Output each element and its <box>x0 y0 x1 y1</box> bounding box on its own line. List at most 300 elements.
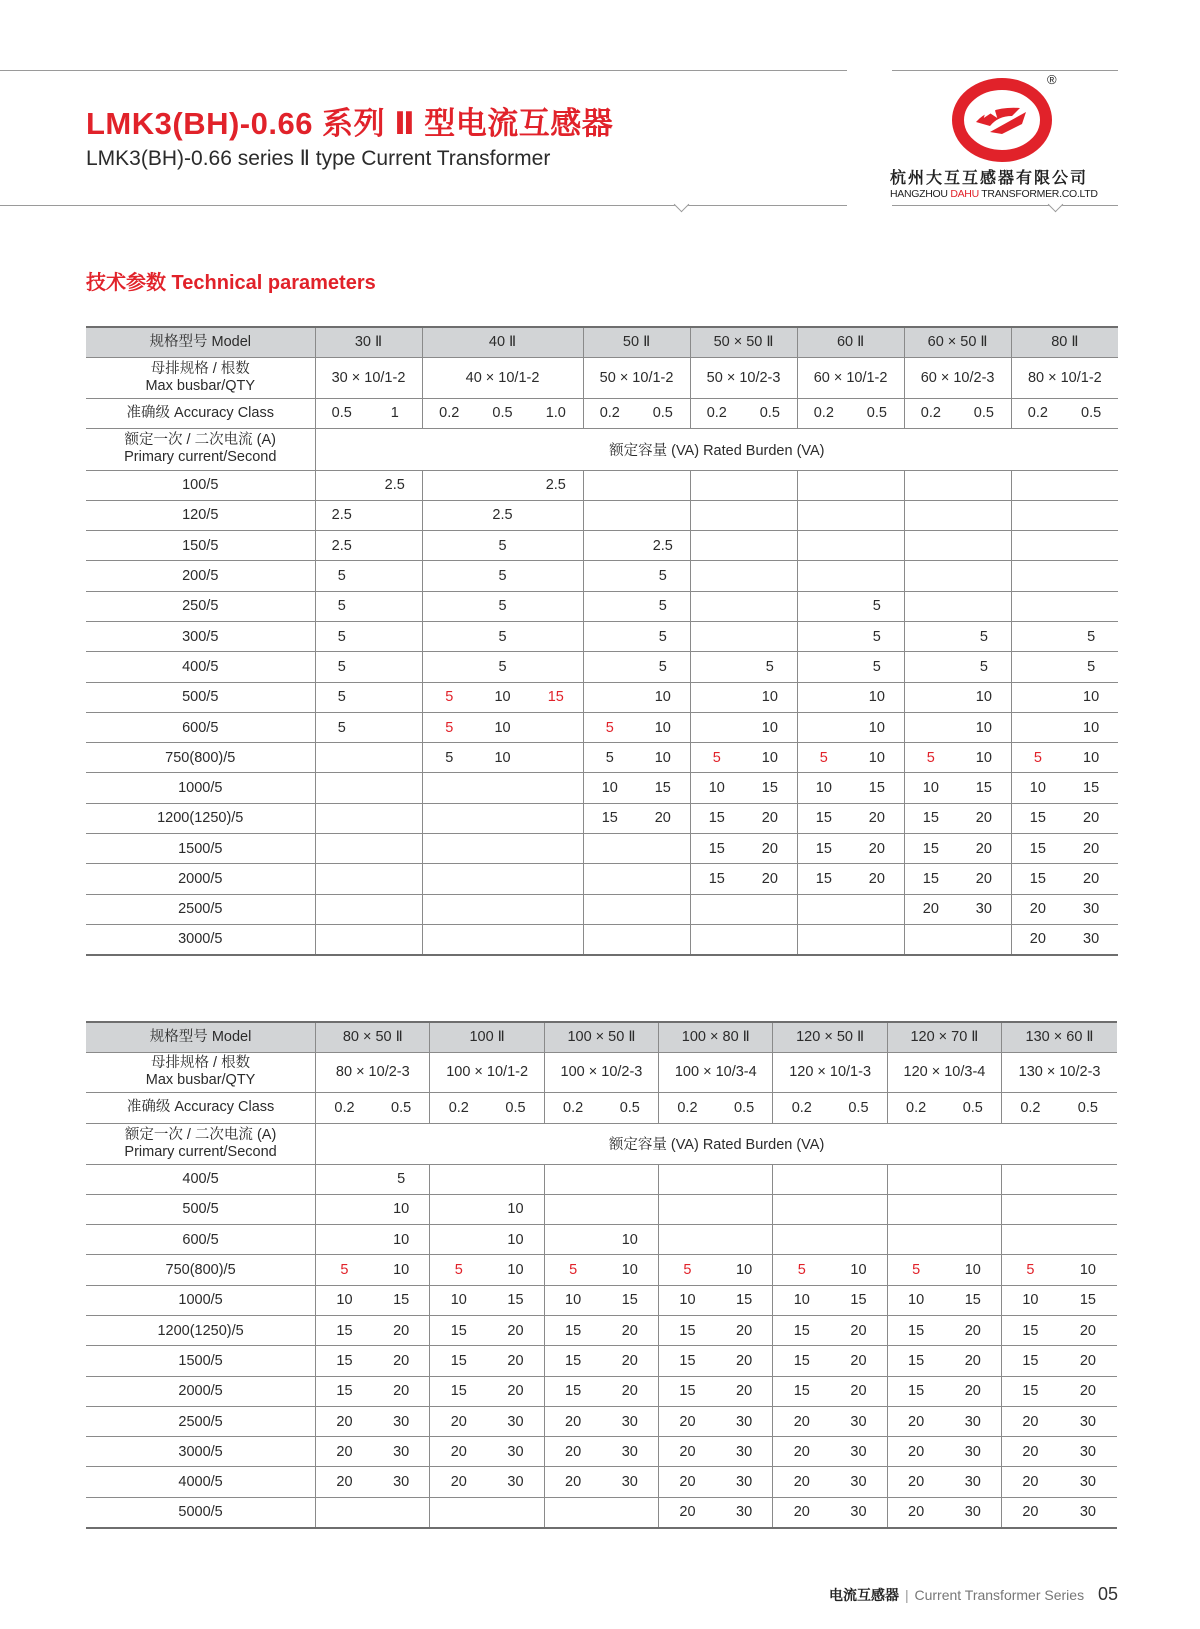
busbar-value: 30 × 10/1-2 <box>315 357 422 398</box>
burden-value <box>529 712 583 742</box>
burden-value <box>1002 1225 1059 1255</box>
burden-value: 30 <box>393 1474 410 1491</box>
burden-value: 15 <box>316 1376 373 1406</box>
burden-value: 20 <box>316 1406 373 1436</box>
current-value: 200/5 <box>182 568 219 585</box>
busbar-row <box>86 1052 1117 1092</box>
burden-value <box>904 682 957 712</box>
burden-value: 10 <box>654 749 671 766</box>
burden-value: 10 <box>494 689 511 706</box>
burden-value: 5 <box>658 568 667 585</box>
accuracy-class: 0.2 <box>583 398 636 428</box>
table-row <box>86 1467 1117 1497</box>
burden-value <box>529 773 583 803</box>
busbar-label-cn: 母排规格 / 根数 <box>151 1055 251 1071</box>
current-value: 2000/5 <box>178 1383 223 1400</box>
burden-value <box>430 1225 487 1255</box>
burden-value <box>529 591 583 621</box>
burden-value: 20 <box>507 1383 524 1400</box>
burden-value: 15 <box>773 1315 830 1345</box>
burden-value <box>636 864 690 894</box>
accuracy-class: 0.5 <box>391 1099 412 1116</box>
burden-value <box>743 621 797 651</box>
current-value: 500/5 <box>182 1201 219 1218</box>
burden-value <box>368 834 422 864</box>
burden-value: 30 <box>964 1443 981 1460</box>
burden-value <box>944 1225 1001 1255</box>
burden-value <box>476 834 529 864</box>
current-value: 1200(1250)/5 <box>157 1322 244 1339</box>
footer-series-en: Current Transformer Series <box>914 1587 1085 1603</box>
table-row <box>86 1315 1117 1345</box>
burden-value <box>529 500 583 530</box>
burden-value <box>690 682 743 712</box>
burden-value: 10 <box>507 1262 524 1279</box>
burden-value <box>583 652 636 682</box>
burden-value: 15 <box>621 1292 638 1309</box>
burden-value <box>797 652 850 682</box>
table-row <box>86 621 1118 651</box>
burden-value <box>583 834 636 864</box>
burden-value: 10 <box>393 1201 410 1218</box>
burden-value <box>583 531 636 561</box>
busbar-label <box>86 1052 316 1092</box>
burden-value <box>797 894 850 924</box>
burden-value: 20 <box>654 810 671 827</box>
burden-value: 5 <box>422 712 476 742</box>
burden-value <box>830 1194 887 1224</box>
current-value: 2500/5 <box>178 901 223 918</box>
model-row <box>86 327 1118 357</box>
burden-value: 20 <box>975 871 992 887</box>
burden-value <box>315 864 368 894</box>
burden-value: 10 <box>975 719 992 736</box>
burden-value <box>476 924 529 954</box>
burden-value <box>544 1194 601 1224</box>
burden-value <box>476 894 529 924</box>
burden-value <box>957 591 1011 621</box>
burden-value <box>316 1164 373 1194</box>
burden-value: 20 <box>1083 840 1100 857</box>
busbar-value: 50 × 10/2-3 <box>690 357 797 398</box>
burden-value <box>773 1225 830 1255</box>
burden-value: 20 <box>975 840 992 857</box>
burden-value <box>487 1164 544 1194</box>
burden-value <box>544 1225 601 1255</box>
accuracy-class: 0.2 <box>773 1092 830 1123</box>
accuracy-class: 0.2 <box>1011 398 1064 428</box>
burden-value: 20 <box>621 1352 638 1369</box>
burden-value: 10 <box>1002 1285 1059 1315</box>
burden-value <box>636 834 690 864</box>
burden-value <box>422 561 476 591</box>
burden-value <box>422 652 476 682</box>
burden-value: 20 <box>1083 871 1100 887</box>
current-value: 400/5 <box>182 1171 219 1188</box>
burden-value <box>690 712 743 742</box>
burden-value <box>583 894 636 924</box>
burden-value <box>422 924 476 954</box>
burden-value <box>659 1225 716 1255</box>
table-row <box>86 834 1118 864</box>
burden-value <box>850 894 904 924</box>
current-label-cn: 额定一次 / 二次电流 (A) <box>124 432 276 448</box>
burden-value: 15 <box>544 1346 601 1376</box>
table-row <box>86 803 1118 833</box>
burden-value: 20 <box>507 1322 524 1339</box>
burden-value: 10 <box>621 1262 638 1279</box>
burden-value <box>529 652 583 682</box>
burden-value: 15 <box>975 780 992 797</box>
burden-value <box>690 591 743 621</box>
accuracy-class: 0.2 <box>1002 1092 1059 1123</box>
burden-value: 5 <box>498 628 507 645</box>
table-row <box>86 924 1118 954</box>
burden-value <box>743 561 797 591</box>
burden-value <box>636 924 690 954</box>
burden-value: 20 <box>975 810 992 827</box>
burden-value <box>1011 621 1064 651</box>
burden-value: 5 <box>658 598 667 615</box>
footer-separator: | <box>904 1587 909 1603</box>
burden-value: 30 <box>1079 1504 1096 1521</box>
burden-value: 5 <box>797 743 850 773</box>
current-label-cn: 额定一次 / 二次电流 (A) <box>124 1126 277 1143</box>
accuracy-class: 0.5 <box>1081 405 1102 421</box>
burden-value <box>368 864 422 894</box>
burden-value <box>422 621 476 651</box>
current-value: 3000/5 <box>178 931 223 948</box>
burden-value: 20 <box>964 1383 981 1400</box>
burden-value: 20 <box>887 1406 944 1436</box>
accuracy-class: 1 <box>390 405 399 421</box>
burden-value: 10 <box>583 773 636 803</box>
burden-value <box>1011 470 1064 500</box>
burden-value <box>368 773 422 803</box>
burden-value: 2.5 <box>652 537 673 554</box>
accuracy-class: 0.5 <box>492 405 513 421</box>
burden-header-row <box>86 428 1118 470</box>
burden-value: 20 <box>887 1497 944 1527</box>
burden-value <box>904 712 957 742</box>
burden-value <box>690 531 743 561</box>
burden-value: 20 <box>868 840 885 857</box>
burden-value: 30 <box>850 1443 867 1460</box>
burden-value: 20 <box>964 1352 981 1369</box>
model-name: 30 Ⅱ <box>315 327 422 357</box>
burden-value <box>904 591 957 621</box>
table-row <box>86 470 1118 500</box>
burden-value <box>487 1497 544 1527</box>
burden-value <box>316 1225 373 1255</box>
burden-value <box>1064 500 1118 530</box>
burden-value: 5 <box>1087 658 1096 675</box>
burden-value: 15 <box>964 1292 981 1309</box>
burden-value <box>529 743 583 773</box>
burden-value <box>797 712 850 742</box>
current-label <box>86 1123 316 1164</box>
burden-value: 10 <box>654 719 671 736</box>
burden-value <box>544 1497 601 1527</box>
page-title-en: LMK3(BH)-0.66 series Ⅱ type Current Transformer <box>86 147 551 170</box>
burden-value: 20 <box>887 1437 944 1467</box>
burden-value: 20 <box>904 894 957 924</box>
table-row <box>86 1346 1117 1376</box>
model-name: 50 × 50 Ⅱ <box>690 327 797 357</box>
burden-value <box>544 1164 601 1194</box>
burden-value <box>476 470 529 500</box>
burden-value: 15 <box>1011 803 1064 833</box>
burden-value <box>583 924 636 954</box>
busbar-label-cn: 母排规格 / 根数 <box>150 360 250 377</box>
burden-value: 20 <box>868 810 885 827</box>
burden-value: 10 <box>1011 773 1064 803</box>
burden-value <box>315 773 368 803</box>
burden-value <box>690 652 743 682</box>
burden-value <box>430 1497 487 1527</box>
burden-value: 20 <box>736 1322 753 1339</box>
burden-value: 15 <box>797 834 850 864</box>
section-title: 技术参数 Technical parameters <box>86 272 376 294</box>
burden-value <box>422 591 476 621</box>
burden-value: 20 <box>736 1352 753 1369</box>
burden-value <box>904 652 957 682</box>
burden-value: 5 <box>316 1255 373 1285</box>
burden-value: 5 <box>872 658 881 675</box>
burden-value: 10 <box>868 719 885 736</box>
burden-value <box>430 1194 487 1224</box>
burden-value <box>690 500 743 530</box>
current-value: 300/5 <box>182 628 219 645</box>
burden-value: 30 <box>507 1474 524 1491</box>
accuracy-class: 0.2 <box>544 1092 601 1123</box>
burden-value <box>830 1164 887 1194</box>
busbar-label-en: Max busbar/QTY <box>145 1072 256 1088</box>
burden-value <box>690 924 743 954</box>
burden-value <box>659 1164 716 1194</box>
current-value: 120/5 <box>182 507 219 524</box>
burden-value <box>368 531 422 561</box>
accuracy-class: 0.5 <box>619 1099 640 1116</box>
burden-value <box>904 470 957 500</box>
burden-value: 10 <box>964 1262 981 1279</box>
table-row <box>86 773 1118 803</box>
burden-value: 10 <box>736 1262 753 1279</box>
burden-value <box>1059 1164 1117 1194</box>
burden-value <box>422 834 476 864</box>
burden-value <box>368 712 422 742</box>
burden-value <box>368 561 422 591</box>
burden-value <box>957 531 1011 561</box>
accuracy-class: 1.0 <box>545 405 566 421</box>
burden-value <box>315 743 368 773</box>
table-row <box>86 500 1118 530</box>
burden-value <box>1059 1194 1117 1224</box>
burden-label: 额定容量 (VA) Rated Burden (VA) <box>315 428 1118 470</box>
burden-value: 20 <box>659 1497 716 1527</box>
burden-value <box>430 1164 487 1194</box>
burden-value: 30 <box>964 1474 981 1491</box>
burden-value: 30 <box>621 1474 638 1491</box>
burden-value: 5 <box>583 712 636 742</box>
burden-value <box>422 470 476 500</box>
burden-value: 5 <box>544 1255 601 1285</box>
burden-value: 5 <box>904 743 957 773</box>
burden-value: 20 <box>1083 810 1100 827</box>
burden-value: 30 <box>393 1443 410 1460</box>
burden-value <box>904 561 957 591</box>
burden-value <box>1064 531 1118 561</box>
burden-value: 5 <box>422 682 476 712</box>
burden-value <box>797 591 850 621</box>
burden-value <box>315 470 368 500</box>
current-value: 3000/5 <box>178 1443 223 1460</box>
burden-value: 20 <box>773 1437 830 1467</box>
burden-value: 10 <box>544 1285 601 1315</box>
burden-value <box>850 500 904 530</box>
burden-value: 15 <box>1011 834 1064 864</box>
accuracy-class: 0.5 <box>505 1099 526 1116</box>
burden-value <box>636 470 690 500</box>
burden-value: 30 <box>850 1474 867 1491</box>
current-value: 250/5 <box>182 598 219 615</box>
busbar-value: 120 × 10/1-3 <box>773 1052 887 1092</box>
busbar-value: 60 × 10/1-2 <box>797 357 904 398</box>
burden-value: 20 <box>507 1352 524 1369</box>
burden-value: 20 <box>773 1497 830 1527</box>
burden-value <box>957 561 1011 591</box>
accuracy-class: 0.5 <box>866 405 887 421</box>
burden-value <box>601 1194 658 1224</box>
company-name-en-highlight: DAHU <box>950 188 979 200</box>
burden-value: 10 <box>773 1285 830 1315</box>
accuracy-class: 0.2 <box>422 398 476 428</box>
model-row <box>86 1022 1117 1052</box>
burden-value: 15 <box>430 1376 487 1406</box>
burden-value: 20 <box>1079 1383 1096 1400</box>
burden-value: 10 <box>494 719 511 736</box>
accuracy-class: 0.5 <box>962 1099 983 1116</box>
burden-value: 5 <box>397 1171 406 1188</box>
current-value: 400/5 <box>182 658 219 675</box>
burden-value <box>422 803 476 833</box>
current-value: 750(800)/5 <box>165 1262 236 1279</box>
table-row <box>86 1225 1117 1255</box>
table-row <box>86 531 1118 561</box>
burden-value <box>957 470 1011 500</box>
burden-value <box>743 531 797 561</box>
burden-label: 额定容量 (VA) Rated Burden (VA) <box>316 1123 1117 1164</box>
model-name: 80 Ⅱ <box>1011 327 1118 357</box>
burden-value <box>368 500 422 530</box>
burden-value: 10 <box>904 773 957 803</box>
burden-value: 20 <box>1002 1406 1059 1436</box>
table-row <box>86 1497 1117 1527</box>
burden-value: 30 <box>621 1413 638 1430</box>
burden-value: 15 <box>761 780 778 797</box>
accuracy-row <box>86 398 1118 428</box>
burden-value <box>797 470 850 500</box>
burden-value: 30 <box>1083 901 1100 918</box>
burden-value: 20 <box>964 1322 981 1339</box>
accuracy-class: 0.2 <box>316 1092 373 1123</box>
burden-value: 5 <box>315 621 368 651</box>
burden-value: 15 <box>850 1292 867 1309</box>
burden-value <box>690 894 743 924</box>
burden-value: 5 <box>658 658 667 675</box>
burden-value: 5 <box>315 712 368 742</box>
model-name: 130 × 60 Ⅱ <box>1002 1022 1117 1052</box>
burden-value: 15 <box>547 689 564 706</box>
burden-value <box>583 500 636 530</box>
burden-value: 15 <box>868 780 885 797</box>
burden-value: 15 <box>797 803 850 833</box>
current-label-en: Primary current/Second <box>124 1143 277 1160</box>
burden-value: 15 <box>773 1346 830 1376</box>
model-name: 40 Ⅱ <box>422 327 583 357</box>
spec-table-2 <box>86 1021 1117 1529</box>
page-title-cn: LMK3(BH)-0.66 系列 Ⅱ 型电流互感器 <box>86 106 614 141</box>
accuracy-class: 0.5 <box>734 1099 755 1116</box>
accuracy-label: 准确级 Accuracy Class <box>126 1099 275 1115</box>
burden-value <box>529 621 583 651</box>
burden-value: 10 <box>761 719 778 736</box>
burden-value: 10 <box>761 749 778 766</box>
burden-value: 10 <box>887 1285 944 1315</box>
burden-value <box>904 500 957 530</box>
accuracy-class: 0.2 <box>430 1092 487 1123</box>
burden-value: 5 <box>498 537 507 554</box>
burden-value: 10 <box>494 749 511 766</box>
burden-value: 30 <box>736 1504 753 1521</box>
burden-value: 20 <box>1079 1322 1096 1339</box>
table-row <box>86 864 1118 894</box>
busbar-value: 50 × 10/1-2 <box>583 357 690 398</box>
burden-value: 20 <box>868 871 885 887</box>
burden-value <box>583 470 636 500</box>
burden-value <box>957 500 1011 530</box>
burden-value: 10 <box>1083 689 1100 706</box>
burden-value <box>797 531 850 561</box>
current-value: 600/5 <box>182 1231 219 1248</box>
burden-value: 5 <box>315 682 368 712</box>
burden-value: 10 <box>659 1285 716 1315</box>
busbar-value: 80 × 10/2-3 <box>316 1052 430 1092</box>
burden-value: 10 <box>975 749 992 766</box>
burden-value: 20 <box>659 1467 716 1497</box>
burden-value <box>743 470 797 500</box>
burden-value <box>316 1497 373 1527</box>
busbar-value: 100 × 10/1-2 <box>430 1052 544 1092</box>
accuracy-class: 0.5 <box>973 405 994 421</box>
registered-mark: ® <box>1047 72 1057 87</box>
burden-value: 5 <box>315 591 368 621</box>
burden-value <box>422 531 476 561</box>
burden-value: 15 <box>583 803 636 833</box>
burden-value <box>529 894 583 924</box>
burden-value <box>583 864 636 894</box>
burden-value <box>476 803 529 833</box>
burden-value <box>368 621 422 651</box>
burden-value <box>850 531 904 561</box>
burden-value: 30 <box>736 1474 753 1491</box>
burden-value <box>368 591 422 621</box>
burden-value: 5 <box>887 1255 944 1285</box>
burden-value: 15 <box>690 864 743 894</box>
current-value: 600/5 <box>182 719 219 736</box>
burden-value: 30 <box>621 1443 638 1460</box>
footer-series-cn: 电流互感器 <box>829 1587 900 1603</box>
